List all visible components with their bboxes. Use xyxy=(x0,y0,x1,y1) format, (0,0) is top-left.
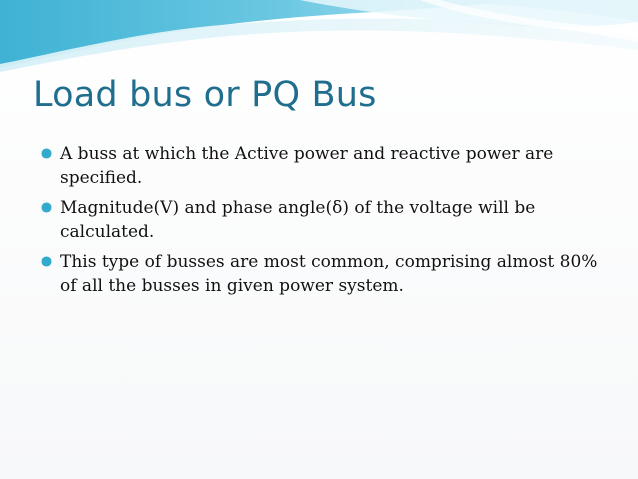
bullet-item xyxy=(40,142,600,190)
circle-bullet-icon xyxy=(41,148,52,159)
slide-title: Load bus or PQ Bus xyxy=(33,75,377,115)
bullet-text: Magnitude(V) and phase angle(δ) of the voltage will be calculated. xyxy=(60,198,536,242)
circle-bullet-icon xyxy=(41,202,52,213)
bullet-text: This type of busses are most common, comprising almost 80% of all the busses in given power system. xyxy=(60,252,598,296)
circle-bullet-icon xyxy=(41,256,52,267)
bullet-item xyxy=(40,196,600,244)
bullet-list xyxy=(40,142,600,304)
wave-header-decoration xyxy=(0,0,638,80)
bullet-item xyxy=(40,250,600,298)
bullet-text: A buss at which the Active power and reactive power are specified. xyxy=(60,144,554,188)
